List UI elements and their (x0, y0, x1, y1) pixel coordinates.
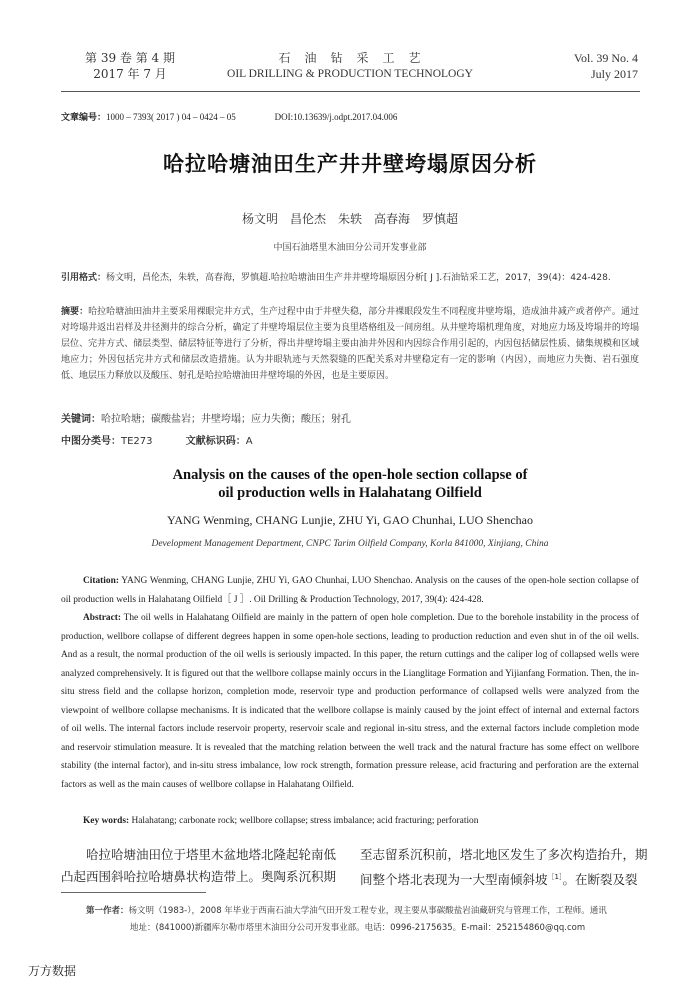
body-left-line1: 哈拉哈塘油田位于塔里木盆地塔北隆起轮南低 (86, 847, 337, 862)
body-left-line2: 凸起西围斜哈拉哈塘鼻状构造带上。奥陶系沉积期 (61, 869, 337, 884)
doi: DOI:10.13639/j.odpt.2017.04.006 (274, 112, 398, 122)
header-center (200, 50, 500, 82)
footnote-rule (61, 892, 206, 893)
journal-title-cn: 石 油 钻 采 工 艺 (278, 51, 422, 65)
cn-abstract-label: 摘要： (61, 307, 89, 317)
body-right-line2 (360, 866, 642, 891)
footnote-line1 (86, 903, 641, 920)
body-right-line1: 至志留系沉积前，塔北地区发生了多次构造抬升，期 (360, 847, 648, 862)
cn-keywords-label: 关键词： (61, 414, 101, 425)
footnote (86, 903, 641, 937)
footnote-line2: 地址：(841000)新疆库尔勒市塔里木油田分公司开发事业部。电话：0996-2175635。E-mail：252154860@qq.com (130, 923, 586, 933)
cn-classification (61, 434, 639, 450)
en-title (0, 466, 700, 502)
footnote-label: 第一作者： (86, 906, 129, 916)
en-title-line2: oil production wells in Halahatang Oilfield (218, 485, 482, 501)
body-right-line2-tail: 。在断裂及裂 (562, 872, 638, 888)
journal-title-en: OIL DRILLING & PRODUCTION TECHNOLOGY (227, 68, 473, 80)
en-title-line1: Analysis on the causes of the open-hole section collapse of (172, 467, 528, 483)
cn-citation (61, 270, 639, 286)
cn-keywords (61, 412, 639, 428)
cn-title: 哈拉哈塘油田生产井井壁垮塌原因分析 (163, 152, 537, 176)
cn-affiliation: 中国石油塔里木油田分公司开发事业部 (273, 243, 427, 253)
body-column-left (61, 844, 343, 888)
issue-volume: 第 39 卷 第 4 期 (85, 51, 175, 65)
article-meta (61, 111, 397, 124)
en-citation (61, 572, 639, 609)
doc-code-label: 文献标识码： (185, 436, 246, 447)
volume-en: Vol. 39 No. 4 (573, 51, 638, 65)
header-left (70, 50, 190, 82)
date-en: July 2017 (590, 67, 638, 81)
en-abstract-text: The oil wells in Halahatang Oilfield are mainly in the pattern of open hole completion. Due to the borehole instability in the process of production, wellbore collapse of different degrees happen in some open-hole sections, leading to production reduction and even shut in of the oil wells. And as a result, the normal production of the oil wells is seriously impacted. In this paper, the return cuttings and the caliper log of collapsed wells were analyzed comprehensively. It is figured out that the wellbore collapse mainly occurs in the Lianglitage Formation and Yijianfang Formation. Then, the in-situ stress field and the collapse horizon, completion mode, reservoir type and production performance of collapsed wells were analyzed from the viewpoint of wellbore collapse mechanisms. It is indicated that the wellbore collapse is mainly caused by the joint effect of internal and external factors of oil wells. The internal factors include reservoir property, reservoir scale and regional in-situ stress, and the external factors include completion mode and reservoir stimulation measure. It is revealed that the matching relation between the well track and the natural fracture has some effect on wellbore stability (the internal factor), and in-situ stress imbalance, low rock strength, formation pressure release, acid fracturing and perforation are the external factors as well as the main causes of wellbore collapse in Halahatang Oilfield. (61, 613, 639, 790)
clc-value: TE273 (121, 436, 153, 447)
en-affiliation: Development Management Department, CNPC Tarim Oilfield Company, Korla 841000, Xinjiang, China (151, 539, 549, 549)
cn-abstract-text: 哈拉哈塘油田油井主要采用裸眼完井方式，生产过程中由于井壁失稳，部分井裸眼段发生不同程度井壁垮塌，造成油井减产或者停产。通过对垮塌井返出岩样及井径测井的综合分析，确定了井壁垮塌层位主要为良里塔格组及一间房组。从井壁垮塌机理角度，对地应力场及垮塌井的垮塌层位、完井方式、储层类型、储层特征等进行了分析，得出井壁垮塌主要由油井外因和内因综合作用引起的，内因包括储层性质、储集规模和区域地应力；外因包括完井方式和储层改造措施。认为井眼轨迹与天然裂缝的匹配关系对井壁稳定有一定的影响（内因），而地应力失衡、岩石强度低、地层压力释放以及酸压、射孔是哈拉哈塘油田井壁垮塌的外因，也是主要原因。 (61, 307, 639, 381)
article-number: 1000 – 7393( 2017 ) 04 – 0424 – 05 (106, 112, 236, 122)
footnote-text-1: 杨文明（1983-），2008 年毕业于西南石油大学油气田开发工程专业，现主要从事碳酸盐岩油藏研究与管理工作，工程师。通讯 (128, 906, 607, 916)
cn-citation-label: 引用格式： (61, 273, 107, 283)
en-abstract-label: Abstract: (83, 613, 122, 623)
article-number-label: 文章编号： (61, 113, 107, 123)
cn-abstract (61, 304, 639, 384)
cn-authors: 杨文明 昌伦杰 朱轶 高春海 罗慎超 (241, 212, 458, 226)
body-column-right (360, 844, 648, 891)
en-keywords-text: Halahatang; carbonate rock; wellbore collapse; stress imbalance; acid fracturing; perforation (131, 816, 479, 826)
reference-1[interactable]: ［1］ (547, 873, 563, 881)
en-citation-label: Citation: (83, 576, 119, 586)
en-keywords-label: Key words: (83, 816, 130, 826)
cn-citation-text: 杨文明，昌伦杰，朱轶，高春海，罗慎超.哈拉哈塘油田生产井井壁垮塌原因分析[ J ].石油钻采工艺，2017，39(4)：424-428. (106, 273, 611, 283)
cn-keywords-text: 哈拉哈塘；碳酸盐岩；井壁垮塌；应力失衡；酸压；射孔 (101, 414, 351, 425)
doc-code-value: A (245, 436, 253, 447)
header-rule (61, 91, 640, 92)
body-right-line2-text: 间整个塔北表现为一大型南倾斜坡 (360, 872, 548, 888)
en-abstract (61, 609, 639, 794)
en-keywords (61, 812, 639, 831)
clc-label: 中图分类号： (61, 436, 121, 447)
issue-date: 2017 年 7 月 (93, 67, 167, 81)
en-citation-text: YANG Wenming, CHANG Lunjie, ZHU Yi, GAO Chunhai, LUO Shenchao. Analysis on the causes of the open-hole section collapse of oil production wells in Halahatang Oilfield［ J ］. Oil Drilling & Production Technology, 2017, 39(4): 424-428. (61, 576, 639, 605)
header-right (520, 50, 638, 82)
en-authors: YANG Wenming, CHANG Lunjie, ZHU Yi, GAO Chunhai, LUO Shenchao (167, 513, 533, 527)
source-watermark: 万方数据 (28, 964, 77, 978)
